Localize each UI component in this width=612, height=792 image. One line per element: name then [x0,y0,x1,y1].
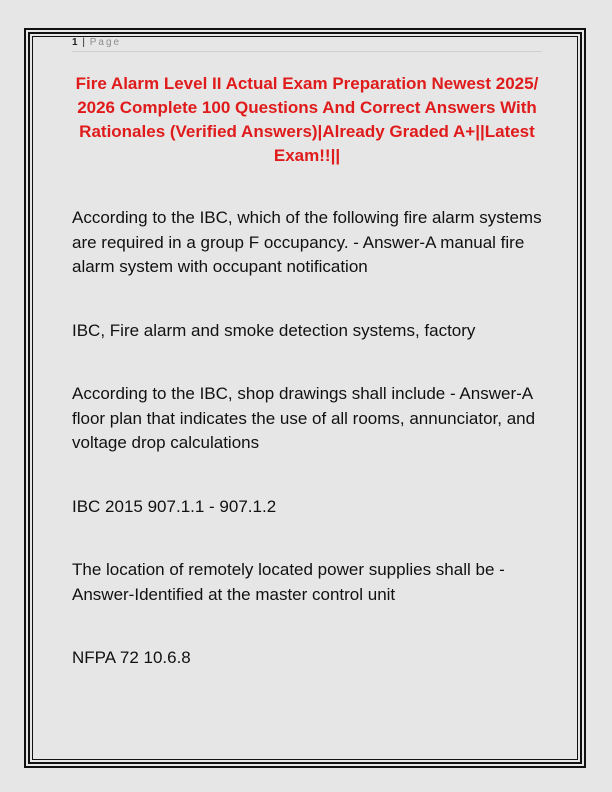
page-separator: | [82,37,85,48]
reference-paragraph: NFPA 72 10.6.8 [72,648,191,667]
page-number: 1 [72,37,78,48]
reference-paragraph: IBC, Fire alarm and smoke detection systems, factory [72,320,476,340]
question-paragraph: The location of remotely located power supplies shall be - Answer-Identified at the master control unit [72,560,505,604]
document-body [72,206,542,710]
page-label: Page [89,37,122,48]
reference-paragraph: IBC 2015 907.1.1 - 907.1.2 [72,496,277,516]
document-title: Fire Alarm Level II Actual Exam Preparation Newest 2025/ 2026 Complete 100 Questions And Correct Answers With Rationales (Verified Answers)|Already Graded A+||Latest Exam!!|| [75,74,539,165]
question-paragraph: According to the IBC, which of the following fire alarm systems are required in a group F occupancy. - Answer-A manual fire alarm system with occupant notification [72,208,542,276]
page-header [72,37,542,52]
question-paragraph: According to the IBC, shop drawings shall include - Answer-A floor plan that indicates the use of all rooms, annunciator, and voltage drop calculations [72,384,536,452]
